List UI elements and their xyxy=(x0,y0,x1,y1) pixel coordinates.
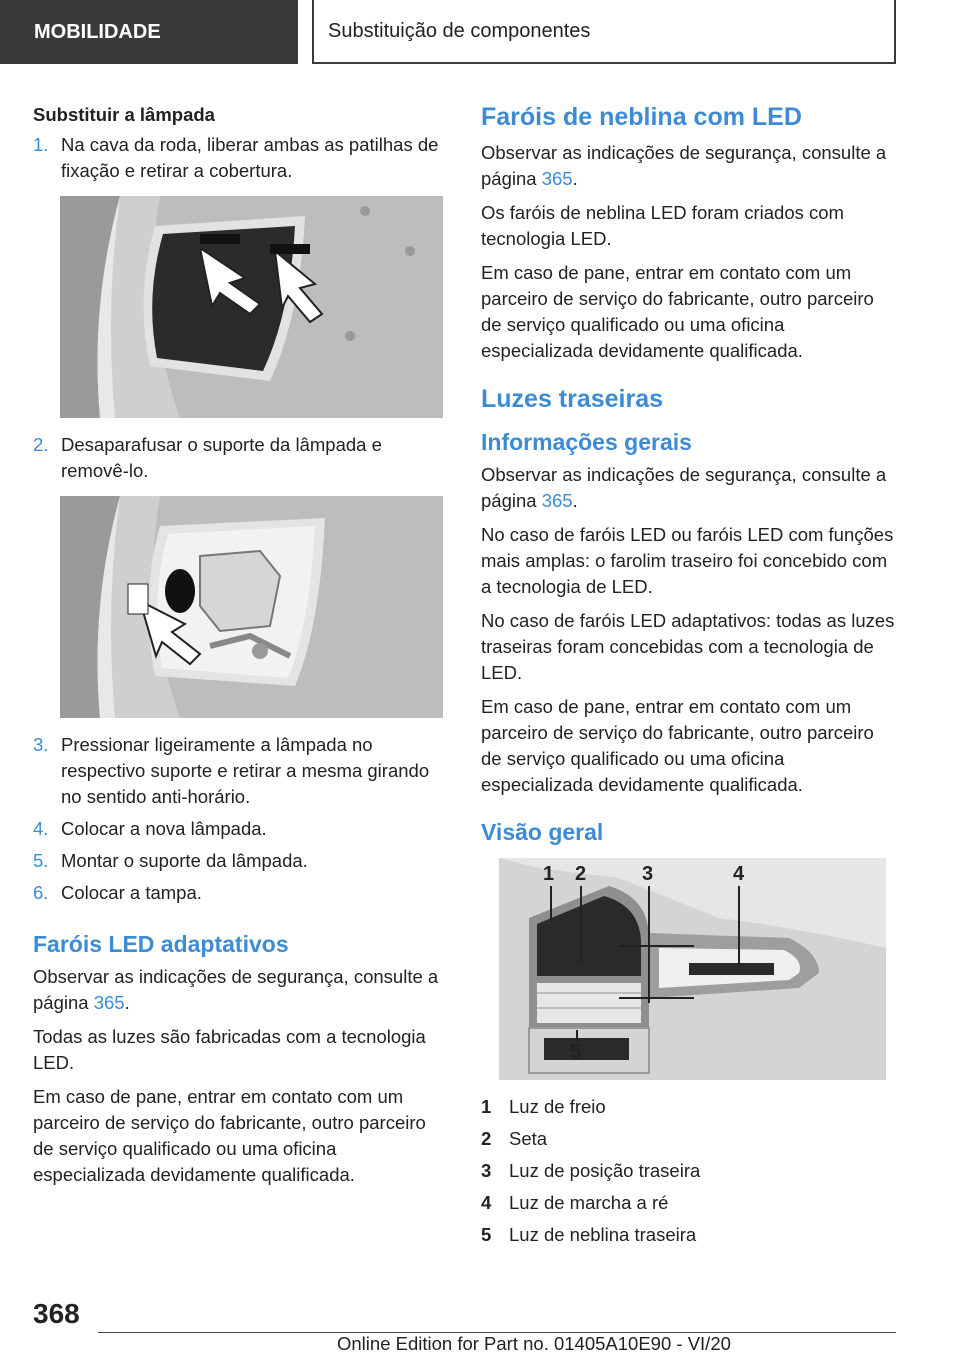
callout-1: 1 xyxy=(543,863,555,885)
led-adaptive-p2: Em caso de pane, entrar em contato com um parceiro de serviço do fabricante, outro parceiro de serviço qualificado ou uma oficina especializada devidamente qualificada. xyxy=(33,1086,426,1185)
rear-p2: No caso de faróis LED adaptativos: todas as luzes traseiras foram concebidas com a tecnologia de LED. xyxy=(481,610,895,683)
section-title: MOBILIDADE xyxy=(34,20,161,43)
legend-text: Luz de posição traseira xyxy=(509,1160,701,1181)
led-adaptive-p1: Todas as luzes são fabricadas com a tecnologia LED. xyxy=(33,1026,426,1073)
legend-item xyxy=(481,1222,896,1248)
rear-p1: No caso de faróis LED ou faróis LED com funções mais amplas: o farolim traseiro foi concebido com a tecnologia de LED. xyxy=(481,524,894,597)
led-adaptive-safety-note xyxy=(33,964,447,1016)
rear-lights-heading: Luzes traseiras xyxy=(481,385,664,413)
step-4 xyxy=(33,816,447,842)
legend-item xyxy=(481,1126,896,1152)
step-text: Montar o suporte da lâmpada. xyxy=(61,850,308,871)
rear-safety-note xyxy=(481,462,896,514)
footer-edition: Online Edition for Part no. 01405A10E90 - VI/20 xyxy=(337,1333,731,1354)
step-3 xyxy=(33,732,447,810)
callout-2: 2 xyxy=(575,863,587,885)
step-number: 4. xyxy=(33,818,49,839)
fog-p2: Em caso de pane, entrar em contato com um parceiro de serviço do fabricante, outro parceiro de serviço qualificado ou uma oficina especializada devidamente qualificada. xyxy=(481,262,874,361)
bulb-holder-figure xyxy=(60,496,443,718)
legend-number: 3 xyxy=(481,1160,492,1181)
legend-number: 2 xyxy=(481,1128,492,1149)
page-link-365[interactable]: 365 xyxy=(541,490,573,511)
section-tab xyxy=(0,0,298,64)
step-number: 2. xyxy=(33,434,49,455)
safety-text-end: . xyxy=(124,992,130,1013)
fog-p1: Os faróis de neblina LED foram criados com tecnologia LED. xyxy=(481,202,844,249)
step-text: Na cava da roda, liberar ambas as patilhas de fixação e retirar a cobertura. xyxy=(61,134,439,181)
safety-text: Observar as indicações de segurança, consulte a página xyxy=(481,142,887,189)
chapter-tab xyxy=(312,0,896,64)
page-link-365[interactable]: 365 xyxy=(541,168,573,189)
chapter-title: Substituição de componentes xyxy=(328,19,591,42)
step-2 xyxy=(33,432,447,484)
fog-lights-heading: Faróis de neblina com LED xyxy=(481,103,802,131)
general-info-heading: Informações gerais xyxy=(481,429,692,455)
overview-heading: Visão geral xyxy=(481,819,604,845)
wheel-arch-cover-figure xyxy=(60,196,443,418)
legend-item xyxy=(481,1190,896,1216)
legend-text: Seta xyxy=(509,1128,548,1149)
callout-5: 5 xyxy=(570,1041,582,1063)
right-column xyxy=(481,100,896,1254)
step-number: 5. xyxy=(33,850,49,871)
safety-text: Observar as indicações de segurança, consulte a página xyxy=(481,464,887,511)
step-1 xyxy=(33,132,447,184)
fog-safety-note xyxy=(481,140,896,192)
page-link-365[interactable]: 365 xyxy=(93,992,125,1013)
legend-item xyxy=(481,1158,896,1184)
rear-p3: Em caso de pane, entrar em contato com um parceiro de serviço do fabricante, outro parceiro de serviço qualificado ou uma oficina especializada devidamente qualificada. xyxy=(481,696,874,795)
replace-bulb-subtitle: Substituir a lâmpada xyxy=(33,104,215,125)
legend-text: Luz de freio xyxy=(509,1096,606,1117)
page-number: 368 xyxy=(33,1298,80,1329)
safety-text-end: . xyxy=(572,168,578,189)
safety-text: Observar as indicações de segurança, consulte a página xyxy=(33,966,439,1013)
safety-text-end: . xyxy=(572,490,578,511)
legend-number: 1 xyxy=(481,1096,492,1117)
legend-text: Luz de neblina traseira xyxy=(509,1224,697,1245)
step-5 xyxy=(33,848,447,874)
led-adaptive-heading: Faróis LED adaptativos xyxy=(33,931,289,957)
callout-3: 3 xyxy=(642,863,654,885)
step-number: 1. xyxy=(33,134,49,155)
legend-item xyxy=(481,1094,896,1120)
left-column xyxy=(33,100,447,1196)
step-text: Colocar a tampa. xyxy=(61,882,202,903)
legend-number: 4 xyxy=(481,1192,492,1213)
step-text: Pressionar ligeiramente a lâmpada no respectivo suporte e retirar a mesma girando no sentido anti-horário. xyxy=(61,734,430,807)
step-text: Desaparafusar o suporte da lâmpada e removê-lo. xyxy=(61,434,382,481)
step-number: 3. xyxy=(33,734,49,755)
callout-4: 4 xyxy=(733,863,745,885)
rear-light-overview-figure xyxy=(499,858,886,1080)
legend-text: Luz de marcha a ré xyxy=(509,1192,669,1213)
step-6 xyxy=(33,880,447,906)
legend-number: 5 xyxy=(481,1224,492,1245)
step-number: 6. xyxy=(33,882,49,903)
step-text: Colocar a nova lâmpada. xyxy=(61,818,267,839)
